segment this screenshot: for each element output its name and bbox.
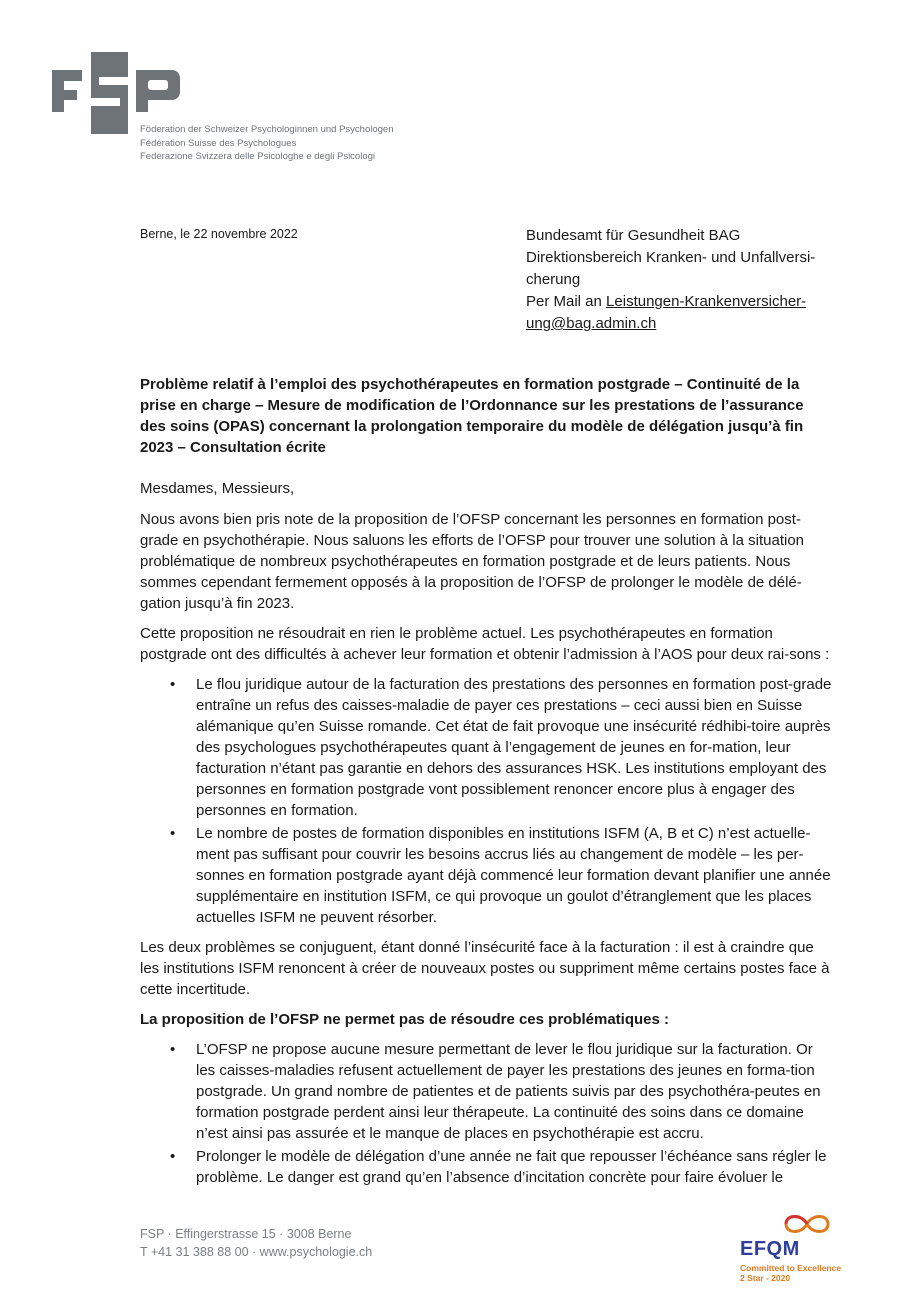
recipient-address [526, 225, 836, 335]
paragraph-2: Cette proposition ne résoudrait en rien le problème actuel. Les psychothérapeutes en formation postgrade ont des difficultés à achever leur formation et obtenir l’admission à l’AOS pour deux rai-sons : [140, 625, 830, 663]
bullet-icon: • [170, 1041, 176, 1058]
recipient-mail-line [526, 291, 836, 313]
letter-body [140, 374, 832, 1197]
org-name-fr: Fédération Suisse des Psychologues [140, 137, 297, 149]
date-line: Berne, le 22 novembre 2022 [140, 227, 298, 241]
footer-line-1: FSP · Effingerstrasse 15 · 3008 Berne [140, 1227, 352, 1241]
list-item: • Prolonger le modèle de délégation d’une année ne fait que repousser l’échéance sans régler le problème. Le danger est grand qu’en l’absence d’incitation concrète pour faire évoluer le [170, 1148, 827, 1186]
list-item: • L’OFSP ne propose aucune mesure permettant de lever le flou juridique sur la facturation. Or les caisses-maladies refusent actuellement de payer les prestations des jeunes en forma-tion postgrade. Un grand nombre de patientes et de patients suivis par des psychothéra-peutes en formation postgrade perdent ainsi leur thérapeute. La continuité des soins dans ce domaine n’est ainsi pas assurée et le manque de places en psychothérapie est accru. [170, 1041, 821, 1142]
mail-link-a[interactable]: Leistungen-Krankenversicher- [606, 293, 807, 310]
paragraph-1: Nous avons bien pris note de la proposition de l’OFSP concernant les personnes en formation post-grade en psychothérapie. Nous saluons les efforts de l’OFSP pour trouver une solution à la situation problématique de nombreux psychothérapeutes en formation postgrade et de leurs patients. Nous sommes cependant fermement opposés à la proposition de l’OFSP de prolonger le modèle de délé-gation jusqu’à fin 2023. [140, 511, 805, 612]
recipient-line-2b: cherung [526, 271, 581, 288]
paragraph-3: Les deux problèmes se conjuguent, étant donné l’insécurité face à la facturation : il est à craindre que les institutions ISFM renoncent à créer de nouveaux postes ou suppriment même certains postes face à cette incertitude. [140, 939, 830, 998]
efqm-tagline: Committed to Excellence 2 Star - 2020 [740, 1263, 842, 1283]
footer-line-2: T +41 31 388 88 00 · www.psychologie.ch [140, 1244, 373, 1259]
mail-prefix: Per Mail an [526, 293, 607, 310]
bullet-icon: • [170, 1148, 176, 1165]
efqm-wordmark: EFQM [740, 1238, 800, 1260]
bullet-icon: • [170, 676, 176, 693]
letter-subject: Problème relatif à l’emploi des psychothérapeutes en formation postgrade – Continuité de la prise en charge – Mesure de modification de l’Ordonnance sur les prestations de l’assurance des soins (OPAS) concernant la prolongation temporaire du modèle de délégation jusqu’à fin 2023 – Consultation écrite [140, 376, 804, 456]
infinity-icon [780, 1210, 834, 1238]
org-name-de: Föderation der Schweizer Psychologinnen und Psychologen [140, 124, 394, 135]
recipient-line-2a: Direktionsbereich Kranken- und Unfallversi- [526, 249, 816, 266]
footer-address [140, 1226, 372, 1261]
efqm-badge [738, 1210, 848, 1290]
list-item: • Le flou juridique autour de la facturation des prestations des personnes en formation post-grade entraîne un refus des caisses-maladie de payer ces prestations – ceci aussi bien en Suisse alémanique qu’en Suisse romande. Cet état de fait provoque une insécurité rédhibi-toire auprès des psychologues psychothérapeutes quant à l’engagement de jeunes en for-mation, leur facturation n’étant pas garantie en dehors des assurances HSK. Les institutions employant des personnes en formation postgrade vont possiblement renoncer encore plus à engager des personnes en formation. [170, 676, 832, 819]
recipient-line-1: Bundesamt für Gesundheit BAG [526, 227, 741, 244]
bullet-icon: • [170, 825, 176, 842]
fsp-logo-mark [52, 52, 182, 134]
list-item: • Le nombre de postes de formation disponibles en institutions ISFM (A, B et C) n’est actuelle-ment pas suffisant pour couvrir les besoins accrus liés au changement de modèle – les per-sonnes en formation postgrade ayant déjà commencé leur formation devant planifier une année supplémentaire en institution ISFM, ce qui provoque un goulot d’étranglement que les places actuelles ISFM ne peuvent résorber. [170, 825, 831, 926]
bullet-list-1 [140, 674, 832, 928]
org-name-it: Federazione Svizzera delle Psicologhe e degli Psicologi [140, 151, 375, 162]
section-heading: La proposition de l’OFSP ne permet pas de résoudre ces problématiques : [140, 1011, 670, 1028]
recipient-mail-line-2 [526, 313, 836, 335]
mail-link-b[interactable]: ung@bag.admin.ch [526, 315, 657, 332]
bullet-list-2 [140, 1039, 832, 1188]
salutation: Mesdames, Messieurs, [140, 480, 295, 497]
org-names [140, 123, 394, 164]
